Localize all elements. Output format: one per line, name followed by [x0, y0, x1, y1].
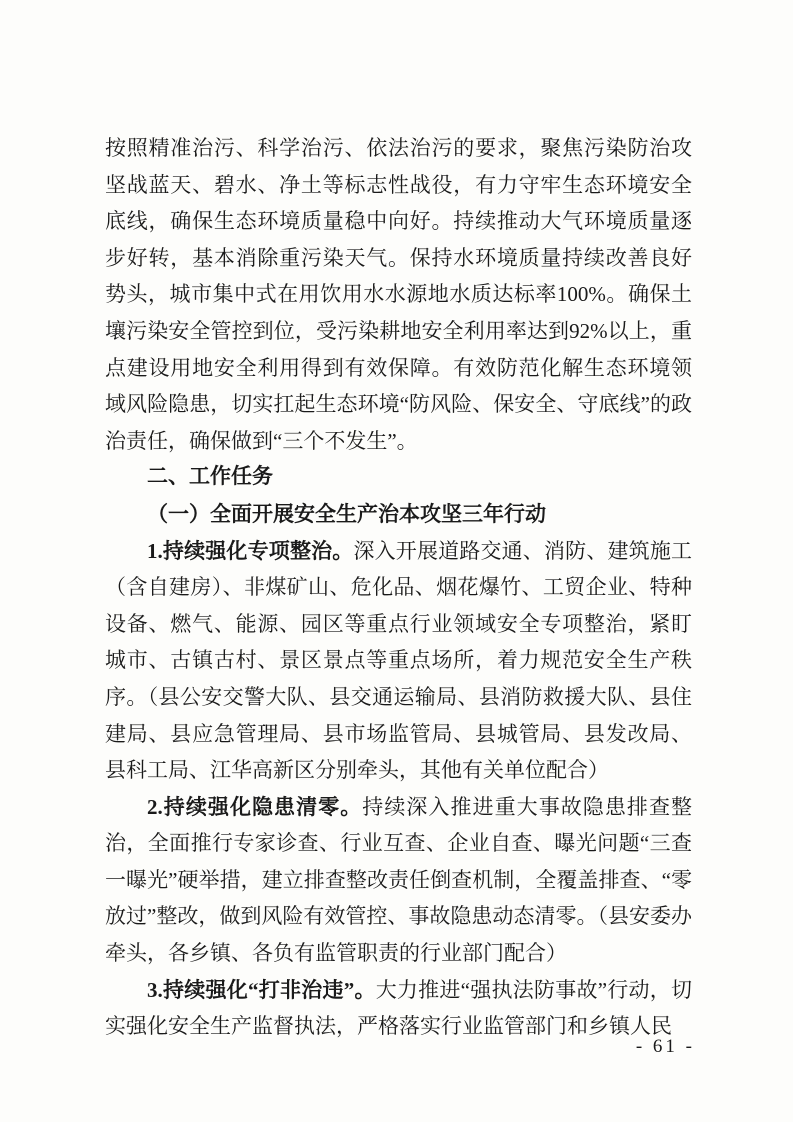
task-paragraph-1 [105, 533, 692, 789]
section-heading: 二、工作任务 [147, 465, 273, 489]
task-2-lead: 2.持续强化隐患清零。 [147, 794, 363, 819]
task-1-text: 深入开展道路交通、消防、建筑施工（含自建房）、非煤矿山、危化品、烟花爆竹、工贸企业、特种设备、燃气、能源、园区等重点行业领域安全专项整治，紧盯城市、古镇古村、景区景点等重点场所，着力规范安全生产秩序。（县公安交警大队、县交通运输局、县消防救援大队、县住建局、县应急管理局、县市场监管局、县城管局、县发改局、县科工局、江华高新区分别牵头，其他有关单位配合） [105, 538, 693, 783]
subsection-heading: （一）全面开展安全生产治本攻坚三年行动 [147, 501, 546, 526]
document-body [105, 130, 692, 1045]
task-3-lead: 3.持续强化“打非治违”。 [147, 977, 376, 1002]
task-paragraph-2 [105, 789, 692, 972]
task-1-lead: 1.持续强化专项整治。 [147, 538, 354, 563]
page-number: - 61 - [635, 1036, 695, 1057]
task-paragraph-3 [105, 972, 692, 1045]
paragraph-continuation: 按照精准治污、科学治污、依法治污的要求，聚焦污染防治攻坚战蓝天、碧水、净土等标志性战役，有力守牢生态环境安全底线，确保生态环境质量稳中向好。持续推动大气环境质量逐步好转，基本消除重污染天气。保持水环境质量持续改善良好势头，城市集中式在用饮用水水源地水质达标率100%。确保土壤污染安全管控到位，受污染耕地安全利用率达到92%以上，重点建设用地安全利用得到有效保障。有效防范化解生态环境领域风险隐患，切实扛起生态环境“防风险、保安全、守底线”的政治责任，确保做到“三个不发生”。 [105, 136, 692, 453]
task-2-text: 持续深入推进重大事故隐患排查整治，全面推行专家诊查、行业互查、企业自查、曝光问题“三查一曝光”硬举措，建立排查整改责任倒查机制，全覆盖排查、“零放过”整改，做到风险有效管控、事故隐患动态清零。（县安委办牵头，各乡镇、各负有监管职责的行业部门配合） [105, 794, 693, 966]
task-3-text: 大力推进“强执法防事故”行动，切实强化安全生产监督执法，严格落实行业监管部门和乡镇人民 [105, 977, 692, 1039]
